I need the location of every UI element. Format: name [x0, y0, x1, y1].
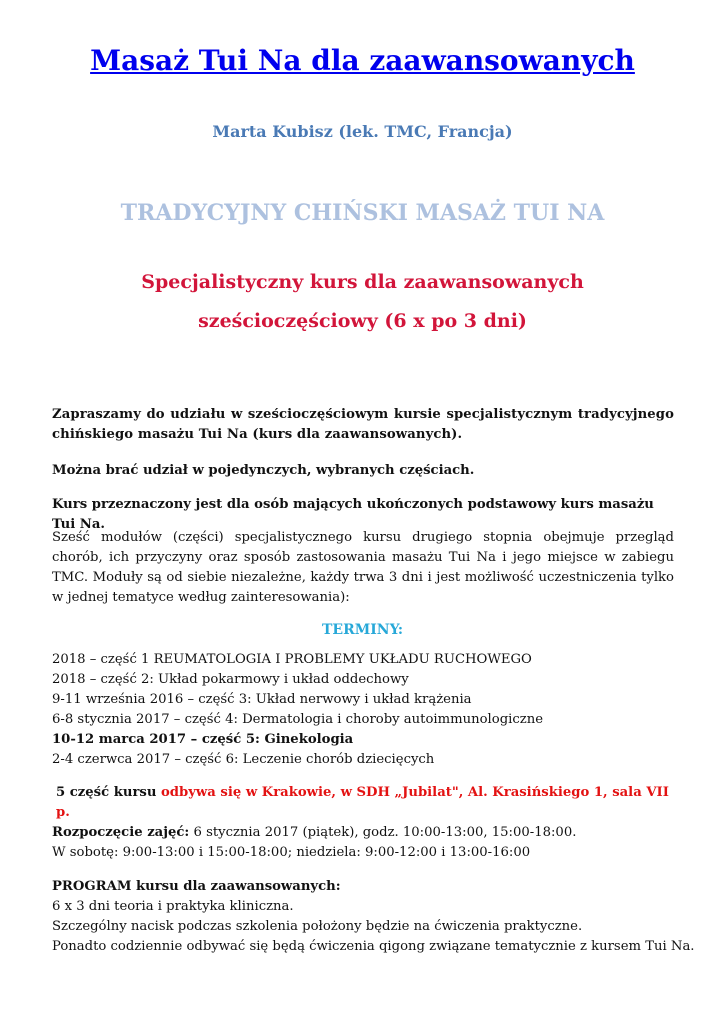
start-text: 6 stycznia 2017 (piątek), godz. 10:00-13:00, 15:00-18:00.	[193, 825, 577, 840]
main-heading: TRADYCYJNY CHIŃSKI MASAŻ TUI NA	[120, 200, 605, 226]
description-paragraph: Sześć modułów (części) specjalistycznego kursu drugiego stopnia obejmuje przegląd chorób, ich przyczyny oraz sposób zastosowania masażu Tui Na i jego miejsce w zabiegu TMC. Moduły są od siebie niezależne, każdy trwa 3 dni i jest możliwość uczestniczenia tylko w jednej tematyce według zainteresowania):	[52, 530, 674, 605]
program-line: Szczególny nacisk podczas szkolenia położony będzie na ćwiczenia praktyczne.	[52, 919, 583, 934]
program-line: Ponadto codziennie odbywać się będą ćwiczenia qigong związane tematycznie z kursem Tui Na.	[52, 939, 695, 954]
individual-parts-note: Można brać udział w pojedynczych, wybranych częściach.	[52, 463, 475, 478]
schedule-item: 2018 – część 2: Układ pokarmowy i układ oddechowy	[52, 672, 409, 687]
schedule-list	[52, 650, 674, 770]
schedule-item: 6-8 stycznia 2017 – część 4: Dermatologia i choroby autoimmunologiczne	[52, 712, 544, 727]
audience-note: Kurs przeznaczony jest dla osób mających ukończonych podstawowy kurs masażu Tui Na.	[52, 497, 654, 532]
location-text: odbywa się w Krakowie, w SDH „Jubilat", Al. Krasińskiego 1, sala VII p.	[56, 785, 669, 820]
program-heading: PROGRAM kursu dla zaawansowanych:	[52, 879, 341, 894]
schedule-item-highlighted: 10-12 marca 2017 – część 5: Ginekologia	[52, 732, 354, 747]
subtitle-line-2: sześcioczęściowy (6 x po 3 dni)	[198, 310, 527, 332]
terminy-heading: TERMINY:	[322, 622, 403, 638]
program-line: 6 x 3 dni teoria i praktyka kliniczna.	[52, 899, 294, 914]
schedule-item: 9-11 września 2016 – część 3: Układ nerwowy i układ krążenia	[52, 692, 472, 707]
program-section	[52, 877, 695, 957]
subtitle-line-1: Specjalistyczny kurs dla zaawansowanych	[141, 271, 584, 293]
author-line: Marta Kubisz (lek. TMC, Francja)	[212, 122, 513, 141]
schedule-item: 2-4 czerwca 2017 – część 6: Leczenie chorób dziecięcych	[52, 752, 435, 767]
page-title-link[interactable]: Masaż Tui Na dla zaawansowanych	[90, 44, 635, 77]
weekend-times: W sobotę: 9:00-13:00 i 15:00-18:00; niedziela: 9:00-12:00 i 13:00-16:00	[52, 845, 531, 860]
schedule-item: 2018 – część 1 REUMATOLOGIA I PROBLEMY UKŁADU RUCHOWEGO	[52, 652, 532, 667]
location-line	[56, 783, 678, 823]
start-label: Rozpoczęcie zajęć:	[52, 825, 190, 840]
location-prefix: 5 część kursu	[56, 785, 157, 800]
schedule-times	[52, 823, 674, 863]
intro-paragraph: Zapraszamy do udziału w sześcioczęściowym kursie specjalistycznym tradycyjnego chińskiego masażu Tui Na (kurs dla zaawansowanych).	[52, 407, 674, 442]
